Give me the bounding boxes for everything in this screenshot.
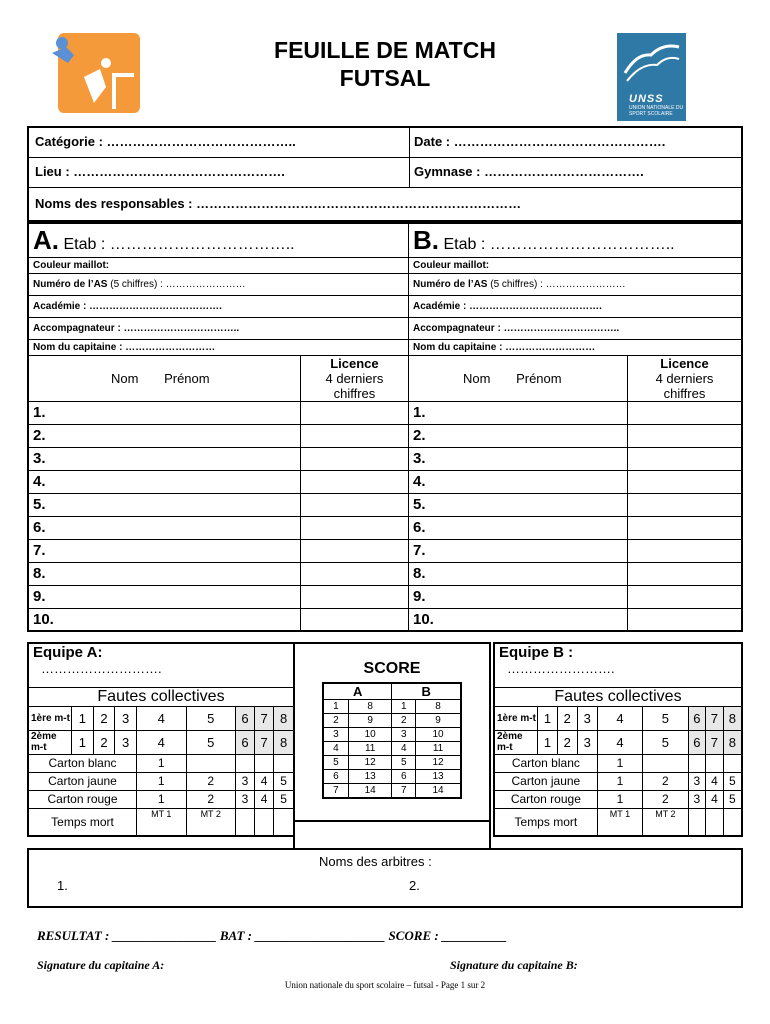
signature-a[interactable]: Signature du capitaine A: <box>37 958 165 972</box>
carton-blanc-a-box[interactable] <box>186 754 235 772</box>
roster-b-licence-cell[interactable] <box>628 424 743 447</box>
roster-b-licence-cell[interactable] <box>628 539 743 562</box>
fault-b-mt1-foul-box[interactable]: 7 <box>706 706 724 730</box>
roster-b-licence-cell[interactable] <box>628 585 743 608</box>
carton-jaune-a-box[interactable]: 5 <box>274 772 294 790</box>
carton-jaune-b-box[interactable]: 5 <box>723 772 742 790</box>
fault-a-mt1-foul-box[interactable]: 1 <box>72 706 94 730</box>
fault-a-mt1-foul-box[interactable]: 8 <box>274 706 294 730</box>
score-a-goal-box[interactable]: 7 <box>323 784 348 798</box>
carton-jaune-a-label: Carton jaune <box>28 772 137 790</box>
score-a-goal-box[interactable]: 13 <box>348 770 392 784</box>
title-line-2: FUTSAL <box>339 65 431 91</box>
temps-mort-a-box[interactable]: MT 1 <box>137 808 186 836</box>
fault-a-mt2-foul-box[interactable]: 3 <box>115 730 137 754</box>
team-a-accompagnateur[interactable]: Accompagnateur : …………………………….. <box>28 317 409 339</box>
roster-a-name-cell[interactable]: 8. <box>28 562 300 585</box>
fault-a-mt1-foul-box[interactable]: 6 <box>235 706 254 730</box>
score-a-goal-box[interactable]: 8 <box>348 700 392 714</box>
roster-b-licence-cell[interactable] <box>628 401 743 424</box>
roster-a-name-cell[interactable]: 3. <box>28 447 300 470</box>
fault-a-mt2-foul-box[interactable]: 2 <box>93 730 115 754</box>
arbitre-2-field[interactable]: 2. <box>409 878 420 893</box>
unss-logo <box>617 33 686 121</box>
fautes-a-title: Fautes collectives <box>28 687 294 706</box>
score-b-goal-box[interactable]: 6 <box>392 770 416 784</box>
roster-b-name-cell[interactable]: 9. <box>409 585 628 608</box>
temps-mort-a-box[interactable]: MT 2 <box>186 808 235 836</box>
carton-blanc-b-box[interactable] <box>706 754 724 772</box>
carton-rouge-a-box[interactable]: 3 <box>235 790 254 808</box>
score-b-goal-box[interactable]: 1 <box>392 700 416 714</box>
carton-blanc-b-box[interactable] <box>723 754 742 772</box>
temps-mort-b-box[interactable] <box>688 808 706 836</box>
fault-b-mt2-foul-box[interactable]: 7 <box>706 730 724 754</box>
fault-a-mt2-foul-box[interactable]: 1 <box>72 730 94 754</box>
carton-rouge-a-label: Carton rouge <box>28 790 137 808</box>
carton-jaune-b-box[interactable]: 2 <box>643 772 688 790</box>
score-b-goal-box[interactable]: 8 <box>416 700 461 714</box>
score-b-goal-box[interactable]: 10 <box>416 728 461 742</box>
roster-b-name-cell[interactable]: 4. <box>409 470 628 493</box>
roster-a-name-cell[interactable]: 4. <box>28 470 300 493</box>
roster-b-licence-cell[interactable] <box>628 516 743 539</box>
team-b-academie[interactable]: Académie : …………………………………. <box>409 295 743 317</box>
fault-a-mt1-foul-box[interactable]: 7 <box>255 706 274 730</box>
runners-icon <box>617 33 686 91</box>
roster-b-name-cell[interactable]: 1. <box>409 401 628 424</box>
score-b-goal-box[interactable]: 13 <box>416 770 461 784</box>
roster-a-name-cell[interactable]: 7. <box>28 539 300 562</box>
fault-a-mt2-foul-box[interactable]: 8 <box>274 730 294 754</box>
carton-blanc-a-box[interactable] <box>274 754 294 772</box>
roster-a-licence-cell[interactable] <box>300 516 408 539</box>
team-a-etab[interactable]: A. Etab : …………………………….. <box>28 223 409 257</box>
temps-mort-b-box[interactable] <box>723 808 742 836</box>
roster-a-name-cell[interactable]: 6. <box>28 516 300 539</box>
carton-rouge-a-box[interactable]: 5 <box>274 790 294 808</box>
team-a-academie[interactable]: Académie : …………………………………. <box>28 295 409 317</box>
score-b-goal-box[interactable]: 14 <box>416 784 461 798</box>
fault-b-mt1-foul-box[interactable]: 2 <box>557 706 577 730</box>
fault-b-mt2-label: 2ème m-t <box>494 730 538 754</box>
roster-a-licence-cell[interactable] <box>300 562 408 585</box>
fault-a-mt1-foul-box[interactable]: 3 <box>115 706 137 730</box>
roster-row <box>28 493 742 516</box>
roster-b-name-cell[interactable]: 3. <box>409 447 628 470</box>
score-b-goal-box[interactable]: 2 <box>392 714 416 728</box>
fault-b-mt2-foul-box[interactable]: 5 <box>643 730 688 754</box>
score-row <box>323 700 461 714</box>
equipe-a-name[interactable]: Equipe A: ………………………. <box>28 643 294 687</box>
temps-mort-a-box[interactable] <box>235 808 254 836</box>
page-footer: Union nationale du sport scolaire – futsal - Page 1 sur 2 <box>284 980 486 990</box>
score-row <box>323 728 461 742</box>
roster-a-licence-cell[interactable] <box>300 493 408 516</box>
score-row <box>323 784 461 798</box>
fault-a-mt1-foul-box[interactable]: 4 <box>137 706 186 730</box>
arbitre-1-field[interactable]: 1. <box>57 878 68 893</box>
carton-jaune-a-box[interactable]: 2 <box>186 772 235 790</box>
roster-row <box>28 585 742 608</box>
roster-a-name-cell[interactable]: 10. <box>28 608 300 631</box>
score-a-goal-box[interactable]: 14 <box>348 784 392 798</box>
roster-a-licence-cell[interactable] <box>300 585 408 608</box>
fault-b-mt2-foul-box[interactable]: 6 <box>688 730 706 754</box>
carton-jaune-b-box[interactable]: 3 <box>688 772 706 790</box>
team-b-etab[interactable]: B. Etab : …………………………….. <box>409 223 743 257</box>
licence-a-header: Licence 4 derniers chiffres <box>300 355 408 401</box>
fault-b-mt1-foul-box[interactable]: 5 <box>643 706 688 730</box>
score-a-goal-box[interactable]: 3 <box>323 728 348 742</box>
temps-mort-a-label: Temps mort <box>28 808 137 836</box>
carton-jaune-a-box[interactable]: 4 <box>255 772 274 790</box>
fault-b-mt1-foul-box[interactable]: 8 <box>723 706 742 730</box>
equipe-b-panel <box>493 642 743 837</box>
carton-rouge-a-box[interactable]: 4 <box>255 790 274 808</box>
roster-row <box>28 470 742 493</box>
roster-b-licence-cell[interactable] <box>628 493 743 516</box>
fault-a-mt2-foul-box[interactable]: 7 <box>255 730 274 754</box>
arbitres-label: Noms des arbitres : <box>319 854 432 869</box>
signature-b[interactable]: Signature du capitaine B: <box>450 958 578 972</box>
temps-mort-a-box[interactable] <box>255 808 274 836</box>
roster-b-licence-cell[interactable] <box>628 447 743 470</box>
fault-b-mt2-foul-box[interactable]: 3 <box>577 730 597 754</box>
score-bottom-box <box>293 820 491 850</box>
score-b-header: B <box>392 683 461 700</box>
temps-mort-b-label: Temps mort <box>494 808 597 836</box>
carton-blanc-b-box[interactable] <box>643 754 688 772</box>
arbitres-panel <box>27 848 743 908</box>
score-b-goal-box[interactable]: 4 <box>392 742 416 756</box>
roster-row <box>28 401 742 424</box>
roster-a-name-cell[interactable]: 5. <box>28 493 300 516</box>
team-b-numero[interactable]: Numéro de l’AS (5 chiffres) : …………………… <box>409 273 743 295</box>
equipe-b-name[interactable]: Equipe B : ……………………. <box>494 643 742 687</box>
team-a-numero[interactable]: Numéro de l’AS (5 chiffres) : …………………… <box>28 273 409 295</box>
roster-row <box>28 562 742 585</box>
carton-blanc-a-box[interactable] <box>255 754 274 772</box>
score-b-goal-box[interactable]: 9 <box>416 714 461 728</box>
fault-a-mt1-foul-box[interactable]: 2 <box>93 706 115 730</box>
fault-b-mt2-foul-box[interactable]: 8 <box>723 730 742 754</box>
roster-row <box>28 516 742 539</box>
categorie-field[interactable]: Catégorie : …………………………………….. <box>28 127 410 157</box>
carton-rouge-a-box[interactable]: 2 <box>186 790 235 808</box>
roster-a-name-cell[interactable]: 9. <box>28 585 300 608</box>
roster-row <box>28 608 742 631</box>
score-row <box>323 770 461 784</box>
fault-a-mt2-foul-box[interactable]: 4 <box>137 730 186 754</box>
carton-rouge-b-box[interactable]: 3 <box>688 790 706 808</box>
score-a-goal-box[interactable]: 1 <box>323 700 348 714</box>
carton-blanc-a-box[interactable] <box>235 754 254 772</box>
score-a-goal-box[interactable]: 11 <box>348 742 392 756</box>
fault-a-mt1-label: 1ère m-t <box>28 706 72 730</box>
team-b-couleur[interactable]: Couleur maillot: <box>409 257 743 273</box>
fault-b-mt1-foul-box[interactable]: 1 <box>538 706 558 730</box>
roster-a-licence-cell[interactable] <box>300 401 408 424</box>
roster-row <box>28 447 742 470</box>
score-panel <box>293 642 491 822</box>
roster-a-licence-cell[interactable] <box>300 539 408 562</box>
fautes-b-title: Fautes collectives <box>494 687 742 706</box>
info-table <box>27 126 743 222</box>
fault-b-mt1-foul-box[interactable]: 3 <box>577 706 597 730</box>
resultat-line[interactable]: RESULTAT : ________________ BAT : ____________________ SCORE : __________ <box>37 928 507 943</box>
temps-mort-b-box[interactable]: MT 2 <box>643 808 688 836</box>
fault-b-mt2-foul-box[interactable]: 2 <box>557 730 577 754</box>
roster-a-licence-cell[interactable] <box>300 447 408 470</box>
carton-rouge-b-box[interactable]: 5 <box>723 790 742 808</box>
score-b-goal-box[interactable]: 11 <box>416 742 461 756</box>
sport-logo-icon <box>44 33 140 113</box>
fault-b-mt1-label: 1ère m-t <box>494 706 538 730</box>
roster-a-header: Nom Prénom <box>28 355 300 401</box>
carton-jaune-b-box[interactable]: 1 <box>597 772 642 790</box>
fault-b-mt2-foul-box[interactable]: 1 <box>538 730 558 754</box>
team-b-accompagnateur[interactable]: Accompagnateur : …………………………….. <box>409 317 743 339</box>
gymnase-field[interactable]: Gymnase : ………………………………. <box>410 157 743 187</box>
roster-row <box>28 539 742 562</box>
equipe-a-panel <box>27 642 295 837</box>
temps-mort-b-box[interactable]: MT 1 <box>597 808 642 836</box>
carton-rouge-b-box[interactable]: 1 <box>597 790 642 808</box>
page-title <box>250 36 520 92</box>
carton-blanc-a-label: Carton blanc <box>28 754 137 772</box>
fault-a-mt1-foul-box[interactable]: 5 <box>186 706 235 730</box>
carton-rouge-b-box[interactable]: 2 <box>643 790 688 808</box>
score-row <box>323 756 461 770</box>
lieu-field[interactable]: Lieu : …………………………………………. <box>28 157 410 187</box>
carton-jaune-a-box[interactable]: 3 <box>235 772 254 790</box>
roster-b-licence-cell[interactable] <box>628 608 743 631</box>
roster-b-header: Nom Prénom <box>409 355 628 401</box>
carton-jaune-b-label: Carton jaune <box>494 772 597 790</box>
score-a-goal-box[interactable]: 10 <box>348 728 392 742</box>
roster-b-licence-cell[interactable] <box>628 562 743 585</box>
roster-b-name-cell[interactable]: 8. <box>409 562 628 585</box>
fault-a-mt2-foul-box[interactable]: 5 <box>186 730 235 754</box>
responsables-field[interactable]: Noms des responsables : ………………………………………………………………… <box>28 187 742 221</box>
roster-a-licence-cell[interactable] <box>300 424 408 447</box>
roster-b-name-cell[interactable]: 6. <box>409 516 628 539</box>
carton-blanc-b-box[interactable]: 1 <box>597 754 642 772</box>
score-a-goal-box[interactable]: 5 <box>323 756 348 770</box>
licence-b-header: Licence 4 derniers chiffres <box>628 355 743 401</box>
score-a-goal-box[interactable]: 4 <box>323 742 348 756</box>
fault-b-mt1-foul-box[interactable]: 4 <box>597 706 642 730</box>
carton-jaune-b-box[interactable]: 4 <box>706 772 724 790</box>
score-row <box>323 714 461 728</box>
roster-a-name-cell[interactable]: 2. <box>28 424 300 447</box>
score-b-goal-box[interactable]: 12 <box>416 756 461 770</box>
score-b-goal-box[interactable]: 5 <box>392 756 416 770</box>
score-a-goal-box[interactable]: 12 <box>348 756 392 770</box>
temps-mort-a-box[interactable] <box>274 808 294 836</box>
carton-rouge-a-box[interactable]: 1 <box>137 790 186 808</box>
score-a-goal-box[interactable]: 2 <box>323 714 348 728</box>
roster-b-name-cell[interactable]: 2. <box>409 424 628 447</box>
roster-b-licence-cell[interactable] <box>628 470 743 493</box>
carton-blanc-b-box[interactable] <box>688 754 706 772</box>
score-table <box>322 682 462 799</box>
score-row <box>323 742 461 756</box>
roster-row <box>28 424 742 447</box>
score-b-goal-box[interactable]: 3 <box>392 728 416 742</box>
carton-jaune-a-box[interactable]: 1 <box>137 772 186 790</box>
team-a-couleur[interactable]: Couleur maillot: <box>28 257 409 273</box>
roster-a-licence-cell[interactable] <box>300 608 408 631</box>
score-b-goal-box[interactable]: 7 <box>392 784 416 798</box>
roster-a-name-cell[interactable]: 1. <box>28 401 300 424</box>
roster-b-name-cell[interactable]: 5. <box>409 493 628 516</box>
score-a-goal-box[interactable]: 9 <box>348 714 392 728</box>
roster-b-name-cell[interactable]: 7. <box>409 539 628 562</box>
teams-table <box>27 222 743 632</box>
score-title: SCORE <box>363 660 421 677</box>
team-b-capitaine[interactable]: Nom du capitaine : ……………………… <box>409 339 743 355</box>
carton-blanc-a-box[interactable]: 1 <box>137 754 186 772</box>
carton-blanc-b-label: Carton blanc <box>494 754 597 772</box>
title-line-1: FEUILLE DE MATCH <box>274 37 496 63</box>
date-field[interactable]: Date : …………………………………………. <box>410 127 743 157</box>
roster-b-name-cell[interactable]: 10. <box>409 608 628 631</box>
score-a-goal-box[interactable]: 6 <box>323 770 348 784</box>
carton-rouge-b-box[interactable]: 4 <box>706 790 724 808</box>
fault-a-mt2-foul-box[interactable]: 6 <box>235 730 254 754</box>
logo-text: UNSS <box>629 93 664 105</box>
roster-a-licence-cell[interactable] <box>300 470 408 493</box>
fault-b-mt1-foul-box[interactable]: 6 <box>688 706 706 730</box>
team-a-capitaine[interactable]: Nom du capitaine : ……………………… <box>28 339 409 355</box>
logo-subtext: UNION NATIONALE DU SPORT SCOLAIRE <box>629 105 684 117</box>
fault-b-mt2-foul-box[interactable]: 4 <box>597 730 642 754</box>
fault-a-mt2-label: 2ème m-t <box>28 730 72 754</box>
carton-rouge-b-label: Carton rouge <box>494 790 597 808</box>
score-a-header: A <box>323 683 392 700</box>
temps-mort-b-box[interactable] <box>706 808 724 836</box>
